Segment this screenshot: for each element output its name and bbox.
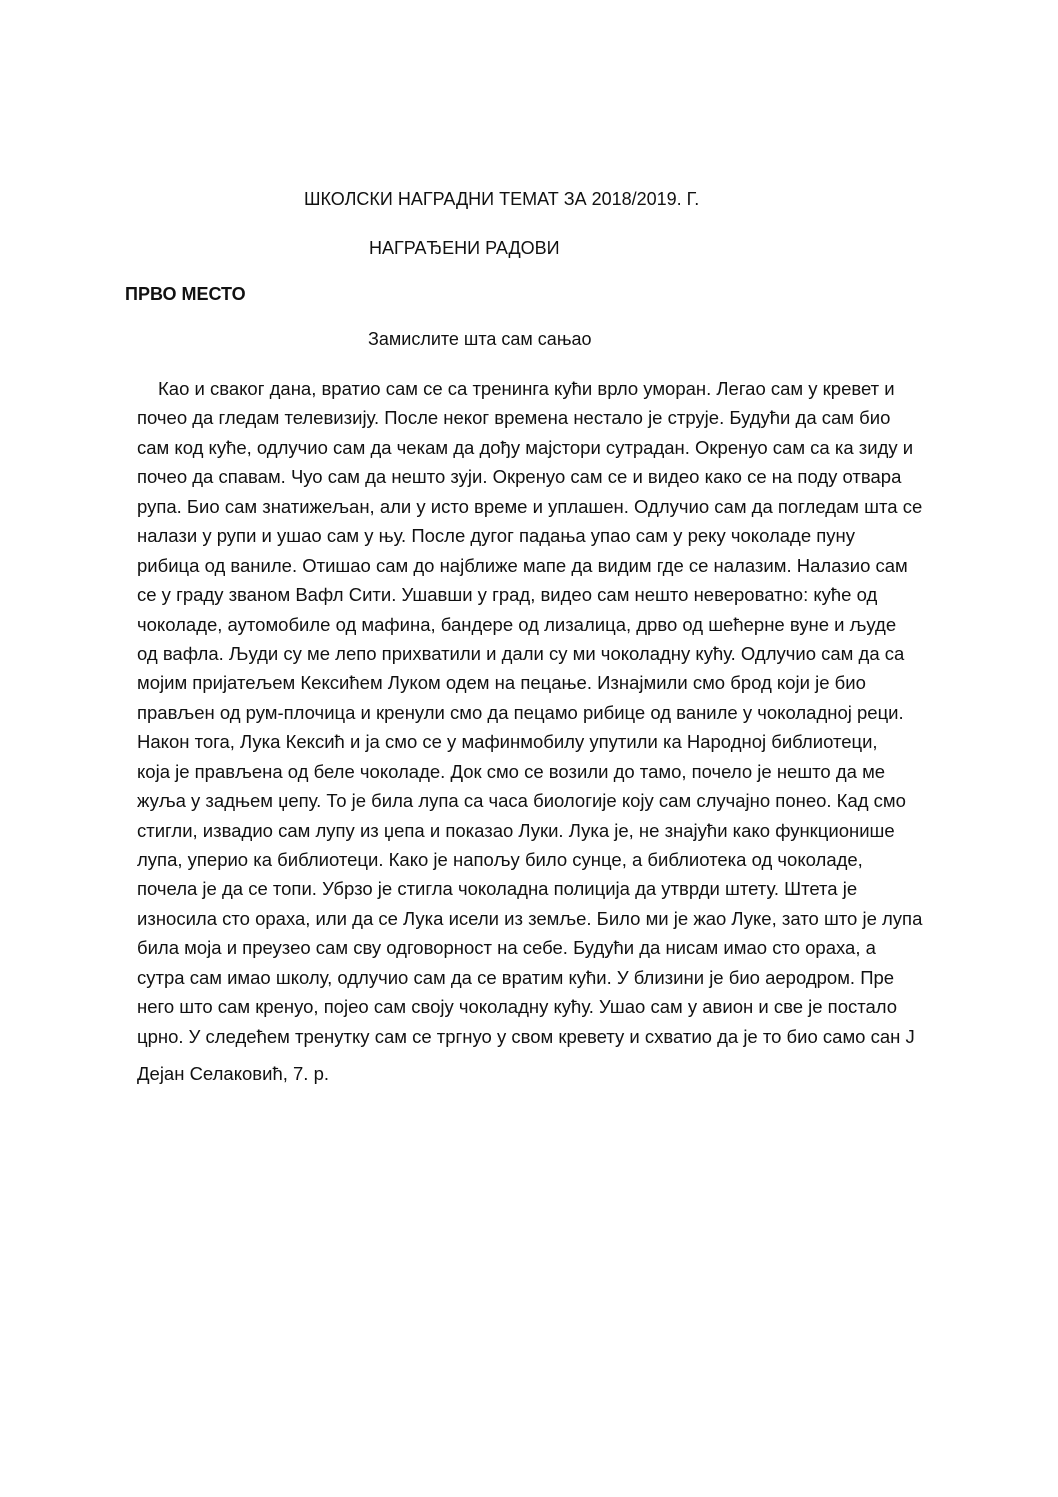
essay-line: Након тога, Лука Кексић и ја смо се у мафинмобилу упутили ка Народној библиотеци, [137,731,878,753]
essay-line: сутра сам имао школу, одлучио сам да се вратим кући. У близини је био аеродром. Пре [137,966,895,988]
essay-line: почео да спавам. Чуо сам да нешто зуји. Окренуо сам се и видео како се на поду отвара [137,466,902,488]
essay-line: прављен од рум-плочица и кренули смо да пецамо рибице од ваниле у чоколадној реци. [137,701,904,723]
essay-line: мојим пријатељем Кексићем Луком одем на пецање. Изнајмили смо брод који је био [137,672,866,694]
essay-line: жуља у задњем џепу. То је била лупа са часа биологије коју сам случајно понео. Кад смо [137,790,906,812]
essay-line: рупа. Био сам знатижељан, али у исто време и уплашен. Одлучио сам да погледам шта се [137,495,923,517]
essay-line: од вафла. Људи су ме лепо прихватили и дали су ми чоколадну кућу. Одлучио сам да са [137,642,905,664]
section-label: ПРВО МЕСТО [125,284,246,304]
essay-line: сам код куће, одлучио сам да чекам да дођу мајстори сутрадан. Окренуо сам са ка зиду и [137,436,914,458]
essay-line: износила сто ораха, или да се Лука исели из земље. Било ми је жао Луке, зато што је лупа [137,907,923,929]
essay-line: се у граду званом Вафл Сити. Ушавши у град, видео сам нешто невероватно: куће од [137,584,878,606]
essay-body [137,374,937,1051]
essay-line: лупа, уперио ка библиотеци. Како је напољу било сунце, а библиотека од чоколаде, [137,849,863,870]
essay-line: стигли, извадио сам лупу из џепа и показао Луки. Лука је, не знајући како функционише [137,819,895,841]
essay-title: Замислите шта сам сањао [368,329,592,349]
essay-line: Као и сваког дана, вратио сам се са тренинга кући врло уморан. Легао сам у кревет и [158,378,895,399]
essay-line: него што сам кренуо, појео сам своју чоколадну кућу. Ушао сам у авион и све је постало [137,996,898,1018]
essay-line: црно. У следећем тренутку сам се тргнуо у свом кревету и схватио да је то био само сан J [137,1025,915,1047]
essay-line: почела је да се топи. Убрзо је стигла чоколадна полиција да утврди штету. Штета је [137,878,858,900]
essay-line: била моја и преузео сам сву одговорност на себе. Будући да нисам имао сто ораха, а [137,937,876,959]
essay-line: која је прављена од беле чоколаде. Док смо се возили до тамо, почело је нешто да ме [137,760,886,782]
document-subtitle: НАГРАЂЕНИ РАДОВИ [369,238,560,258]
author-signature: Дејан Селаковић, 7. р. [137,1063,330,1084]
essay-line: налази у рупи и ушао сам у њу. После дугог падања упао сам у реку чоколаде пуну [137,525,855,547]
essay-line: почео да гледам телевизију. После неког времена нестало је струје. Будући да сам био [137,407,891,429]
essay-line: чоколаде, аутомобиле од мафина, бандере од лизалица, дрво од шећерне вуне и људе [137,613,897,635]
essay-line: рибица од ваниле. Отишао сам до најближе мапе да видим где се налазим. Налазио сам [137,554,908,576]
document-title: ШКОЛСКИ НАГРАДНИ ТЕМАТ ЗА 2018/2019. Г. [304,189,700,209]
